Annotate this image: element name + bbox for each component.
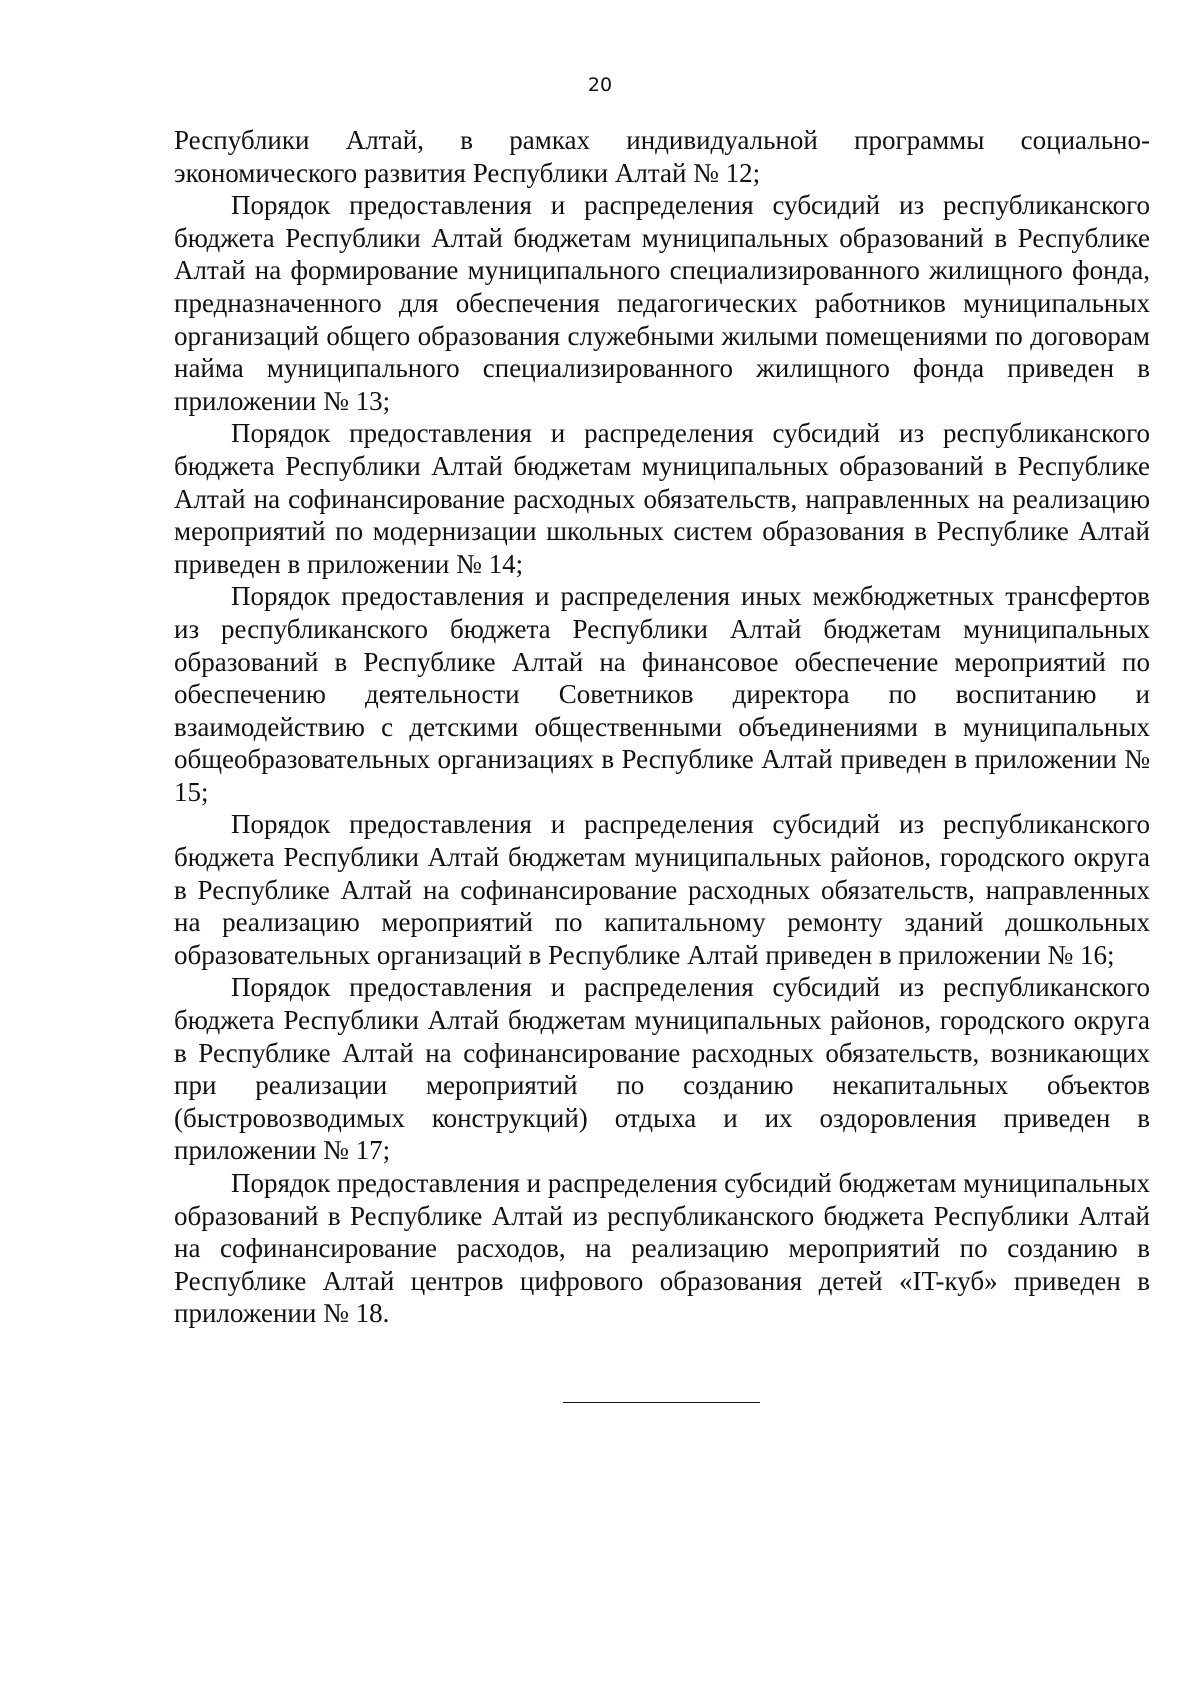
end-of-document-rule [563, 1402, 760, 1403]
paragraph-appendix-14: Порядок предоставления и распределения субсидий из республиканского бюджета Республики Алтай бюджетам муниципальных образований в Республике Алтай на софинансирование расходных обязательств, направленных на реализацию мероприятий по модернизации школьных систем образования в Республике Алтай приведен в приложении № 14; [174, 418, 1150, 579]
page-number: 20 [587, 74, 613, 96]
paragraph-appendix-16: Порядок предоставления и распределения субсидий из республиканского бюджета Республики Алтай бюджетам муниципальных районов, городского округа в Республике Алтай на софинансирование расходных обязательств, направленных на реализацию мероприятий по капитальному ремонту зданий дошкольных образовательных организаций в Республике Алтай приведен в приложении № 16; [174, 809, 1150, 970]
paragraph-appendix-13: Порядок предоставления и распределения субсидий из республиканского бюджета Республики Алтай бюджетам муниципальных образований в Республике Алтай на формирование муниципального специализированного жилищного фонда, предназначенного для обеспечения педагогических работников муниципальных организаций общего образования служебными жилыми помещениями по договорам найма муниципального специализированного жилищного фонда приведен в приложении № 13; [174, 190, 1150, 416]
document-body [174, 124, 1150, 1330]
paragraph-appendix-18: Порядок предоставления и распределения субсидий бюджетам муниципальных образований в Республике Алтай из республиканского бюджета Республики Алтай на софинансирование расходов, на реализацию мероприятий по созданию в Республике Алтай центров цифрового образования детей «IT-куб» приведен в приложении № 18. [174, 1168, 1150, 1329]
paragraph-appendix-17: Порядок предоставления и распределения субсидий из республиканского бюджета Республики Алтай бюджетам муниципальных районов, городского округа в Республике Алтай на софинансирование расходных обязательств, возникающих при реализации мероприятий по созданию некапитальных объектов (быстровозводимых конструкций) отдыха и их оздоровления приведен в приложении № 17; [174, 972, 1150, 1166]
paragraph-appendix-15: Порядок предоставления и распределения иных межбюджетных трансфертов из республиканского бюджета Республики Алтай бюджетам муниципальных образований в Республике Алтай на финансовое обеспечение мероприятий по обеспечению деятельности Советников директора по воспитанию и взаимодействию с детскими общественными объединениями в муниципальных общеобразовательных организациях в Республике Алтай приведен в приложении № 15; [174, 581, 1150, 807]
paragraph-continuation: Республики Алтай, в рамках индивидуальной программы социально-экономического развития Республики Алтай № 12; [174, 125, 1150, 188]
